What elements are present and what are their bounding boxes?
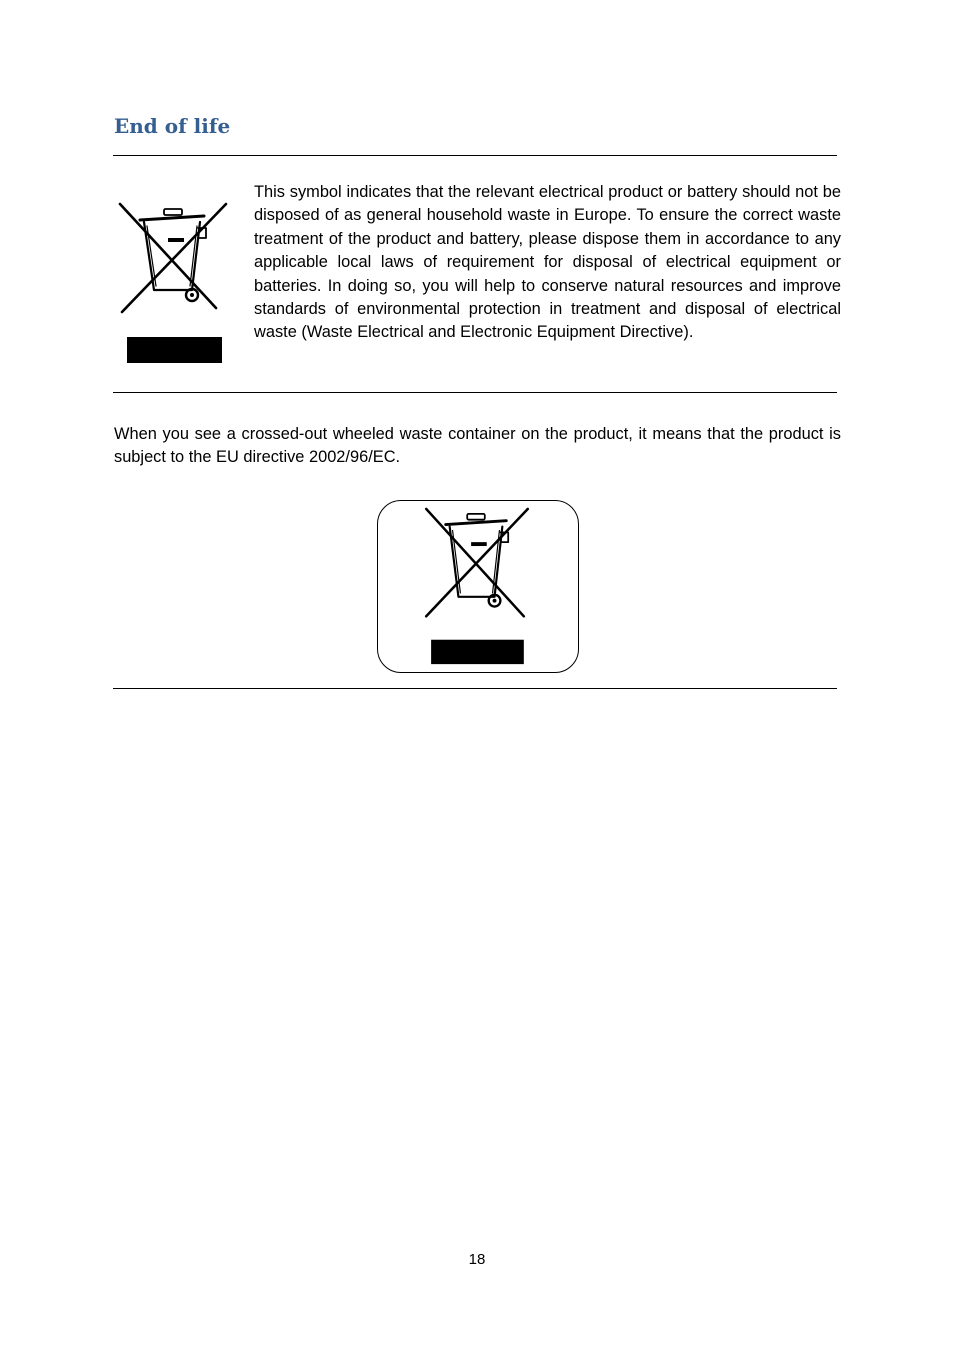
page-number: 18 bbox=[468, 1251, 486, 1268]
symbol-description: This symbol indicates that the relevant electrical product or battery should not be disposed of as general household waste in Europe. To ensure the correct waste treatment of the product and battery, please dispose them in accordance to any applicable local laws of requirement for disposal of electrical equipment or batteries. In doing so, you will help to conserve natural resources and improve standards of environmental protection in treatment and disposal of electrical waste (Waste Electrical and Electronic Equipment Directive). bbox=[254, 183, 841, 342]
bottom-divider bbox=[113, 688, 837, 689]
middle-divider bbox=[113, 392, 837, 393]
top-divider bbox=[113, 155, 837, 156]
weee-symbol-frame bbox=[377, 500, 579, 673]
section-title: End of life bbox=[114, 114, 231, 138]
crossed-out-wheeled-bin-icon bbox=[116, 200, 230, 366]
directive-note: When you see a crossed-out wheeled waste container on the product, it means that the product is subject to the EU directive 2002/96/EC. bbox=[114, 425, 841, 467]
crossed-out-wheeled-bin-icon bbox=[419, 507, 533, 669]
